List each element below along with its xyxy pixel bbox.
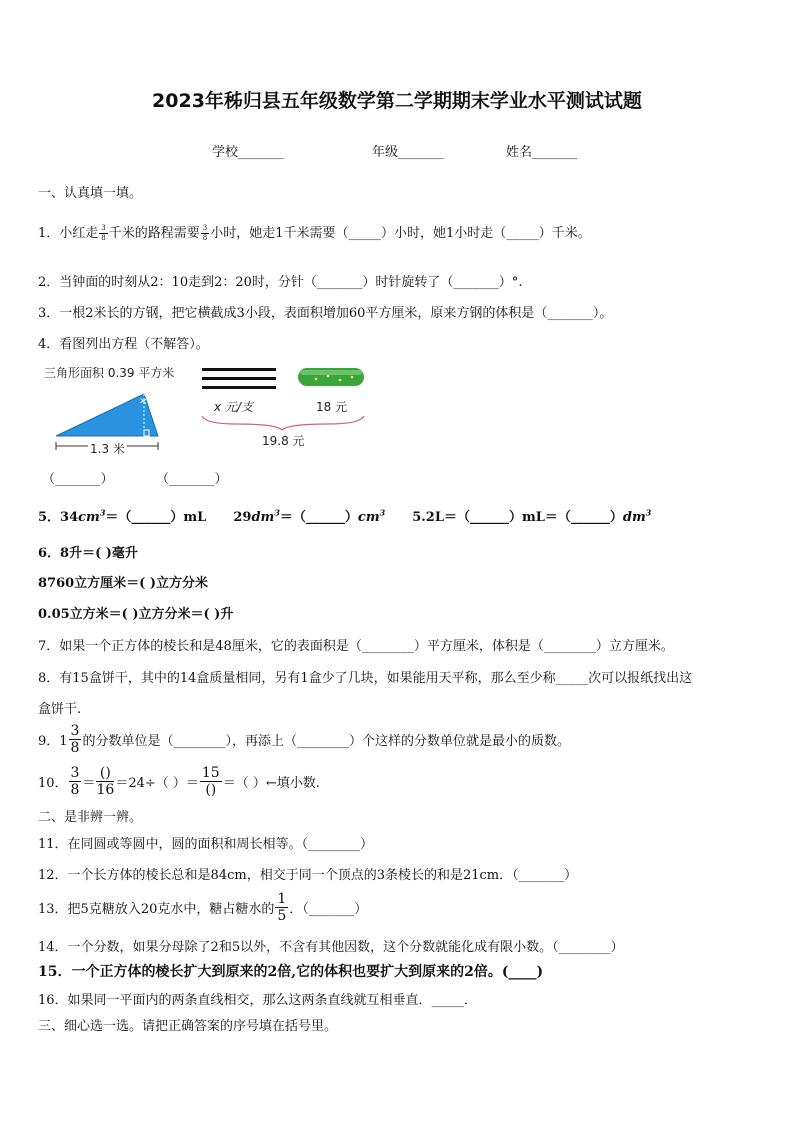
triangle-height-label: x 米 [138, 384, 149, 404]
total-price-label: 19.8 元 [262, 434, 305, 448]
q5-unit-dm3-b: $dm^3$ [622, 507, 652, 525]
question-1 [38, 222, 591, 242]
name-blank[interactable]: _______ [532, 145, 578, 160]
section-3-heading: 三、细心选一选。请把正确答案的序号填在括号里。 [38, 1019, 338, 1034]
triangle-caption: 三角形面积 0.39 平方米 [44, 366, 175, 380]
q5-text-e: 5.2L＝（______）mL＝（______） [412, 510, 623, 525]
q5-unit-cm3-b: $cm^3$ [357, 507, 386, 525]
question-6-line-3: 0.05立方米＝( )立方分米＝( )升 [38, 607, 234, 622]
question-12: 12．一个长方体的棱长总和是84cm，相交于同一个顶点的3条棱长的和是21cm．（_______） [38, 868, 578, 883]
bar-1 [202, 368, 276, 371]
q10-text-a: 10． [38, 776, 68, 791]
question-5 [38, 506, 651, 525]
section-1-heading: 一、认真填一填。 [38, 186, 143, 201]
school-blank[interactable]: _______ [238, 145, 284, 160]
q10-equals: ＝ [82, 776, 96, 791]
q13-text-a: 13．把5克糖放入20克水中，糖占糖水的 [38, 902, 275, 917]
name-label: 姓名 [506, 145, 533, 160]
q1-text-c: 小时，她走1千米需要（_____）小时，她1小时走（_____）千米。 [210, 226, 591, 241]
question-2: 2．当钟面的时刻从2：10走到2：20时，分针（_______）时针旋转了（_______）°. [38, 275, 523, 290]
bar-3 [202, 386, 276, 389]
q1-text-b: 千米的路程需要 [108, 226, 200, 241]
q9-text-b: 的分数单位是（________），再添上（________）个这样的分数单位就是最小的质数。 [82, 734, 570, 749]
question-4: 4．看图列出方程（不解答）。 [38, 337, 209, 352]
q10-fraction-2: $\frac{()}{16}$ [96, 765, 115, 798]
question-7: 7．如果一个正方体的棱长和是48厘米，它的表面积是（________）平方厘米，体积是（________）立方厘米。 [38, 639, 674, 654]
question-16: 16．如果同一平面内的两条直线相交，那么这两条直线就互相垂直．_____． [38, 993, 478, 1008]
name-field[interactable] [506, 141, 578, 160]
q10-text-b: ＝24÷（ ）＝ [115, 776, 199, 791]
bracket [202, 416, 364, 430]
question-6-line-1: 6．8升＝( )毫升 [38, 546, 138, 561]
question-14: 14．一个分数，如果分母除了2和5以外，不含有其他因数，这个分数就能化成有限小数。（________） [38, 940, 624, 955]
q10-text-c: ＝（ ）←填小数. [222, 776, 320, 791]
triangle-base-label: 1.3 米 [90, 442, 125, 456]
q4-answer-1[interactable]: （_______） [42, 472, 114, 487]
q1-fraction-b: $\frac{3}{8}$ [202, 224, 208, 242]
crayon-price-label: 18 元 [316, 400, 348, 414]
school-field[interactable] [212, 141, 284, 160]
q5-text-c: 29 [233, 510, 252, 525]
school-label: 学校 [212, 145, 239, 160]
page-title: 2023年秭归县五年级数学第二学期期末学业水平测试试题 [152, 90, 642, 112]
q1-text-a: 1．小红走 [38, 226, 99, 241]
question-8-line-1: 8．有15盒饼干，其中的14盒质量相同，另有1盒少了几块，如果能用天平称，那么至少称_____次可以报纸找出这 [38, 671, 693, 686]
q5-unit-cm3: $cm^3$ [78, 507, 106, 525]
bar-2 [202, 377, 276, 380]
question-15: 15．一个正方体的棱长扩大到原来的2倍,它的体积也要扩大到原来的2倍。(____) [38, 964, 544, 980]
q13-text-b: ．（_______） [289, 902, 368, 917]
question-10 [38, 766, 320, 797]
grade-label: 年级 [372, 145, 399, 160]
question-13 [38, 892, 367, 923]
question-3: 3．一根2米长的方钢，把它横截成3小段，表面积增加60平方厘米，原来方钢的体积是（_______）。 [38, 306, 613, 321]
section-2-heading: 二、是非辨一辨。 [38, 810, 143, 825]
q5-unit-dm3: $dm^3$ [251, 507, 280, 525]
grade-blank[interactable]: _______ [398, 145, 444, 160]
question-9 [38, 724, 570, 755]
q9-fraction: $\frac{3}{8}$ [70, 723, 80, 756]
q10-fraction-3: $\frac{15}{()}$ [201, 765, 220, 798]
q5-text-b: ＝（______）mL [105, 510, 207, 525]
grade-field[interactable] [372, 141, 444, 160]
q5-text-d: ＝（______） [279, 510, 358, 525]
bar-price-label: x 元/支 [214, 400, 253, 414]
crayon-icon [296, 366, 366, 388]
question-8-line-2: 盒饼干. [38, 702, 82, 717]
q5-text-a: 5．34 [38, 510, 79, 525]
q9-text-a: 9．1 [38, 734, 68, 749]
q10-fraction-1: $\frac{3}{8}$ [70, 765, 80, 798]
q4-answer-2[interactable]: （_______） [156, 472, 228, 487]
q13-fraction: $\frac{1}{5}$ [277, 891, 287, 924]
q1-fraction-a: $\frac{3}{8}$ [101, 224, 106, 242]
question-11: 11．在同圆或等圆中，圆的面积和周长相等。（________） [38, 837, 374, 852]
question-6-line-2: 8760立方厘米＝( )立方分米 [38, 576, 209, 591]
